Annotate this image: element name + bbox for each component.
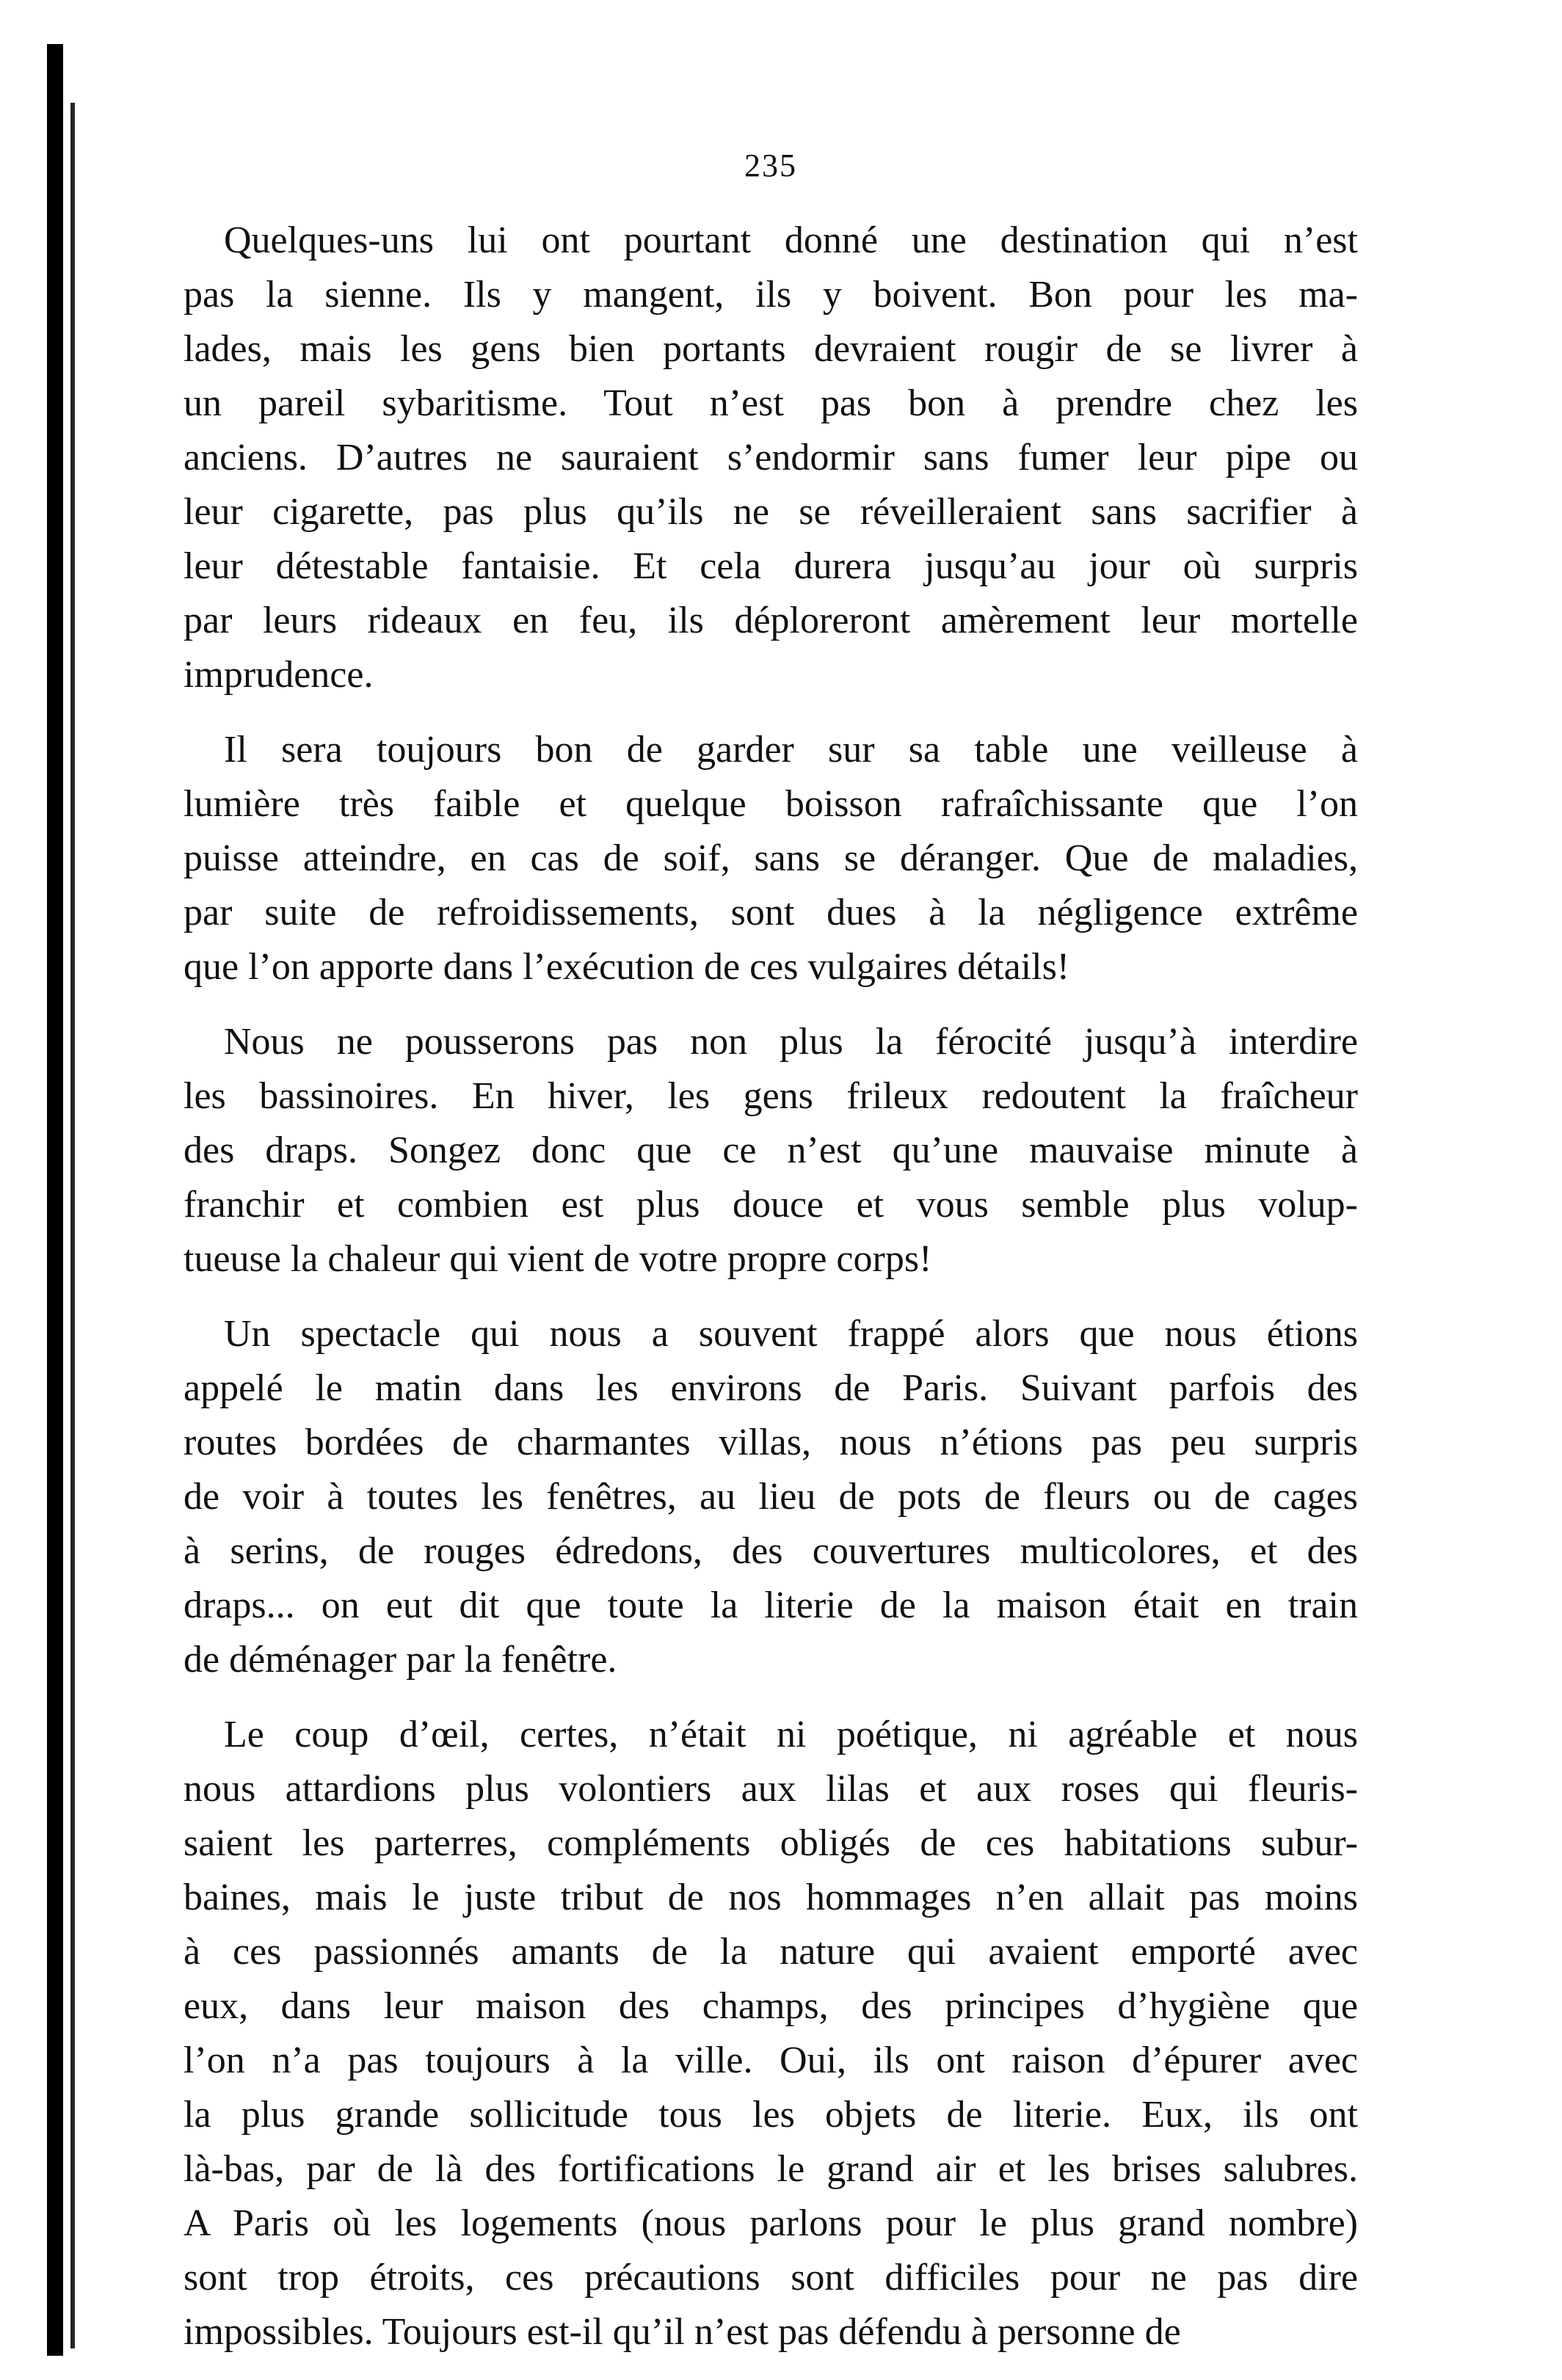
text-line (184, 1925, 1358, 1979)
line-text: lades, mais les gens bien portants devraient rougir de se livrer à (184, 328, 1358, 370)
text-line (184, 2034, 1358, 2088)
line-text: à serins, de rouges édredons, des couvertures multicolores, et des (184, 1530, 1358, 1572)
line-text: un pareil sybaritisme. Tout n’est pas bon à prendre chez les (184, 382, 1358, 424)
text-line (184, 1816, 1358, 1871)
line-text: A Paris où les logements (nous parlons pour le plus grand nombre) (184, 2202, 1358, 2244)
text-line (184, 2088, 1358, 2142)
line-text: draps... on eut dit que toute la literie de la maison était en train (184, 1584, 1358, 1626)
line-text: pas la sienne. Ils y mangent, ils y boivent. Bon pour les ma- (184, 274, 1358, 316)
line-text: Un spectacle qui nous a souvent frappé alors que nous étions (224, 1313, 1358, 1355)
line-text: leur détestable fantaisie. Et cela durera jusqu’au jour où surpris (184, 545, 1358, 587)
line-text: par suite de refroidissements, sont dues à la négligence extrême (184, 892, 1358, 934)
text-line (184, 1069, 1358, 1124)
text-line (184, 831, 1358, 886)
text-line (184, 2251, 1358, 2305)
line-text: à ces passionnés amants de la nature qui avaient emporté avec (184, 1931, 1358, 1973)
text-line (184, 1307, 1358, 1361)
line-text: tueuse la chaleur qui vient de votre propre corps! (184, 1238, 932, 1280)
line-text: franchir et combien est plus douce et vous semble plus volup- (184, 1184, 1358, 1226)
line-text: Quelques-uns lui ont pourtant donné une destination qui n’est (224, 219, 1358, 261)
text-line (184, 1871, 1358, 1925)
text-line (184, 886, 1358, 940)
text-line (184, 2305, 1358, 2359)
body-text (184, 214, 1358, 2359)
line-text: baines, mais le juste tribut de nos hommages n’en allait pas moins (184, 1877, 1358, 1918)
paragraph (184, 1015, 1358, 1287)
line-text: Le coup d’œil, certes, n’était ni poétique, ni agréable et nous (224, 1714, 1358, 1755)
paragraph (184, 1307, 1358, 1687)
text-line (184, 431, 1358, 485)
text-line (184, 940, 1358, 994)
text-line (184, 723, 1358, 777)
text-line (184, 376, 1358, 431)
text-line (184, 539, 1358, 594)
line-text: nous attardions plus volontiers aux lilas et aux roses qui fleuris- (184, 1768, 1358, 1810)
paragraph (184, 723, 1358, 994)
line-text: imprudence. (184, 654, 374, 696)
line-text: eux, dans leur maison des champs, des principes d’hygiène que (184, 1985, 1358, 2027)
text-line (184, 1579, 1358, 1633)
text-line (184, 322, 1358, 376)
line-text: des draps. Songez donc que ce n’est qu’une mauvaise minute à (184, 1129, 1358, 1171)
line-text: les bassinoires. En hiver, les gens frileux redoutent la fraîcheur (184, 1075, 1358, 1117)
text-line (184, 485, 1358, 539)
page-number: 235 (744, 148, 797, 183)
text-line (184, 1178, 1358, 1232)
line-text: lumière très faible et quelque boisson rafraîchissante que l’on (184, 783, 1358, 825)
line-text: saient les parterres, compléments obligés de ces habitations subur- (184, 1822, 1358, 1864)
line-text: leur cigarette, pas plus qu’ils ne se réveilleraient sans sacrifier à (184, 491, 1358, 533)
scan-edge (0, 0, 94, 2377)
text-line (184, 1232, 1358, 1287)
line-text: anciens. D’autres ne sauraient s’endormir sans fumer leur pipe ou (184, 437, 1358, 478)
line-text: de voir à toutes les fenêtres, au lieu de pots de fleurs ou de cages (184, 1476, 1358, 1518)
line-text: la plus grande sollicitude tous les objets de literie. Eux, ils ont (184, 2094, 1358, 2136)
line-text: que l’on apporte dans l’exécution de ces vulgaires détails! (184, 946, 1070, 988)
line-text: Nous ne pousserons pas non plus la férocité jusqu’à interdire (224, 1021, 1358, 1063)
text-line (184, 268, 1358, 322)
text-line (184, 1524, 1358, 1579)
text-line (184, 1979, 1358, 2034)
text-line (184, 1762, 1358, 1816)
line-text: de déménager par la fenêtre. (184, 1639, 617, 1681)
line-text: Il sera toujours bon de garder sur sa table une veilleuse à (224, 729, 1358, 771)
text-line (184, 648, 1358, 702)
text-line (184, 1015, 1358, 1069)
book-spine-shadow (47, 44, 63, 2356)
paragraph (184, 214, 1358, 702)
line-text: impossibles. Toujours est-il qu’il n’est pas défendu à personne de (184, 2311, 1181, 2353)
text-line (184, 594, 1358, 648)
book-spine-edge (70, 103, 75, 2348)
text-line (184, 2142, 1358, 2197)
line-text: sont trop étroits, ces précautions sont difficiles pour ne pas dire (184, 2257, 1358, 2299)
text-line (184, 1361, 1358, 1416)
text-line (184, 1708, 1358, 1762)
line-text: l’on n’a pas toujours à la ville. Oui, ils ont raison d’épurer avec (184, 2039, 1358, 2081)
line-text: puisse atteindre, en cas de soif, sans se déranger. Que de maladies, (184, 837, 1358, 879)
text-line (184, 777, 1358, 831)
paragraph (184, 1708, 1358, 2359)
text-line (184, 214, 1358, 268)
text-line (184, 1633, 1358, 1687)
line-text: par leurs rideaux en feu, ils déploreront amèrement leur mortelle (184, 600, 1358, 641)
book-page (184, 147, 1358, 2380)
line-text: routes bordées de charmantes villas, nous n’étions pas peu surpris (184, 1422, 1358, 1463)
line-text: là-bas, par de là des fortifications le grand air et les brises salubres. (184, 2148, 1358, 2190)
line-text: appelé le matin dans les environs de Paris. Suivant parfois des (184, 1367, 1358, 1409)
text-line (184, 1470, 1358, 1524)
text-line (184, 2197, 1358, 2251)
text-line (184, 1416, 1358, 1470)
text-line (184, 1124, 1358, 1178)
